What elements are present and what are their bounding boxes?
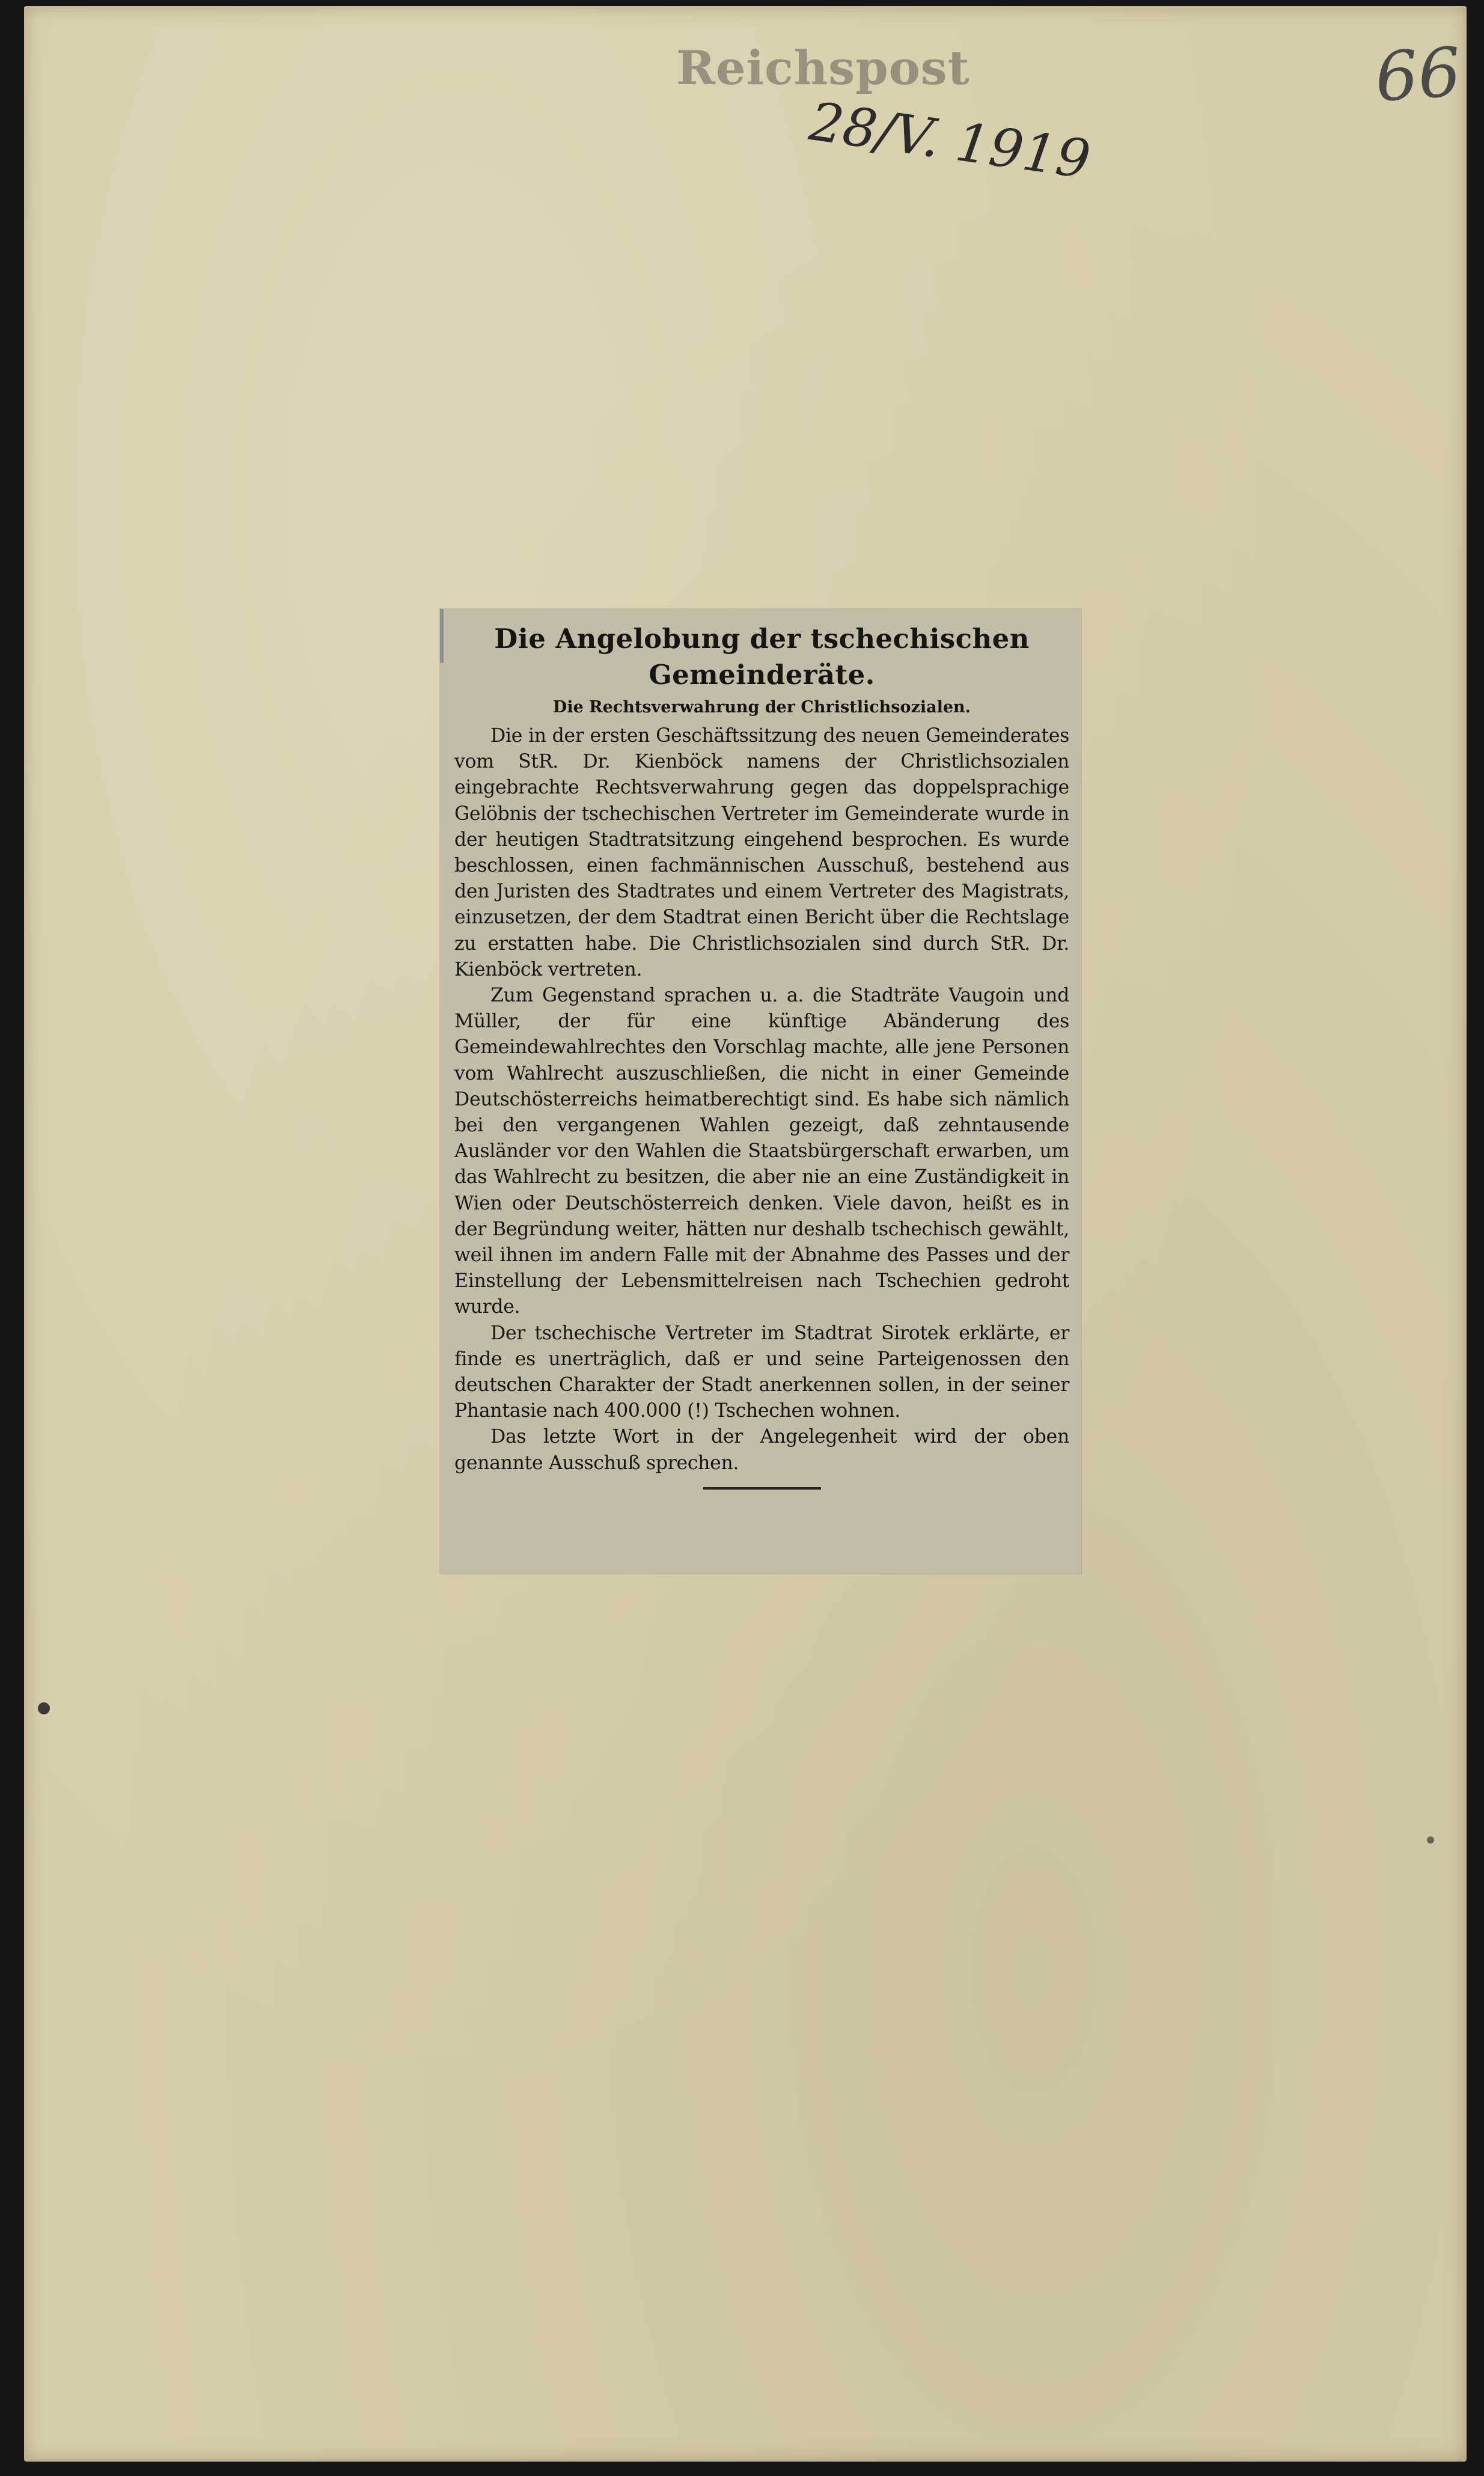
punch-hole-mark <box>38 1702 50 1714</box>
punch-hole-mark <box>1427 1836 1434 1844</box>
article-paragraph: Zum Gegenstand sprachen u. a. die Stadträte Vaugoin und Müller, der für eine künftige Abänderung des Gemeindewahlrechtes den Vorschlag machte, alle jene Personen vom Wahlrecht auszuschließen, die nicht in einer Gemeinde Deutschösterreichs heimatberechtigt sind. Es habe sich nämlich bei den vergangenen Wahlen gezeigt, daß zehntausende Ausländer vor den Wahlen die Staatsbürgerschaft erwarben, um das Wahlrecht zu besitzen, die aber nie an eine Zuständigkeit in Wien oder Deutschösterreich denken. Viele davon, heißt es in der Begründung weiter, hätten nur deshalb tschechisch gewählt, weil ihnen im andern Falle mit der Abnahme des Passes und der Einstellung der Lebensmittelreisen nach Tschechien gedroht wurde. <box>454 985 1069 1318</box>
newspaper-stamp: Reichspost <box>676 41 970 96</box>
article-subheadline: Die Rechtsverwahrung der Christlichsozialen. <box>552 698 971 717</box>
handwritten-page-number: 66 <box>1372 33 1464 117</box>
handwritten-date: 28/V. 1919 <box>805 90 1095 191</box>
newspaper-clipping <box>440 609 1081 1574</box>
clipping-edge-mark <box>440 609 444 663</box>
article-paragraph: Die in der ersten Geschäftssitzung des neuen Gemeinderates vom StR. Dr. Kienböck namens der Christlichsozialen eingebrachte Rechtsverwahrung gegen das doppelsprachige Gelöbnis der tschechischen Vertreter im Gemeinderate wurde in der heutigen Stadtratsitzung eingehend besprochen. Es wurde beschlossen, einen fachmännischen Ausschuß, bestehend aus den Juristen des Stadtrates und einem Vertreter des Magistrats, einzusetzen, der dem Stadtrat einen Bericht über die Rechtslage zu erstatten habe. Die Christlichsozialen sind durch StR. Dr. Kienböck vertreten. <box>454 725 1069 980</box>
article-paragraph: Das letzte Wort in der Angelegenheit wird der oben genannte Ausschuß sprechen. <box>454 1426 1069 1474</box>
article-paragraph: Der tschechische Vertreter im Stadtrat Sirotek erklärte, er finde es unerträglich, daß er und seine Parteigenossen den deutschen Charakter der Stadt anerkennen sollen, in der seiner Phantasie nach 400.000 (!) Tschechen wohnen. <box>454 1322 1069 1422</box>
article-headline: Die Angelobung der tschechischen Gemeinderäte. <box>494 623 1030 691</box>
article-body <box>454 621 1069 1490</box>
end-rule <box>703 1487 821 1490</box>
